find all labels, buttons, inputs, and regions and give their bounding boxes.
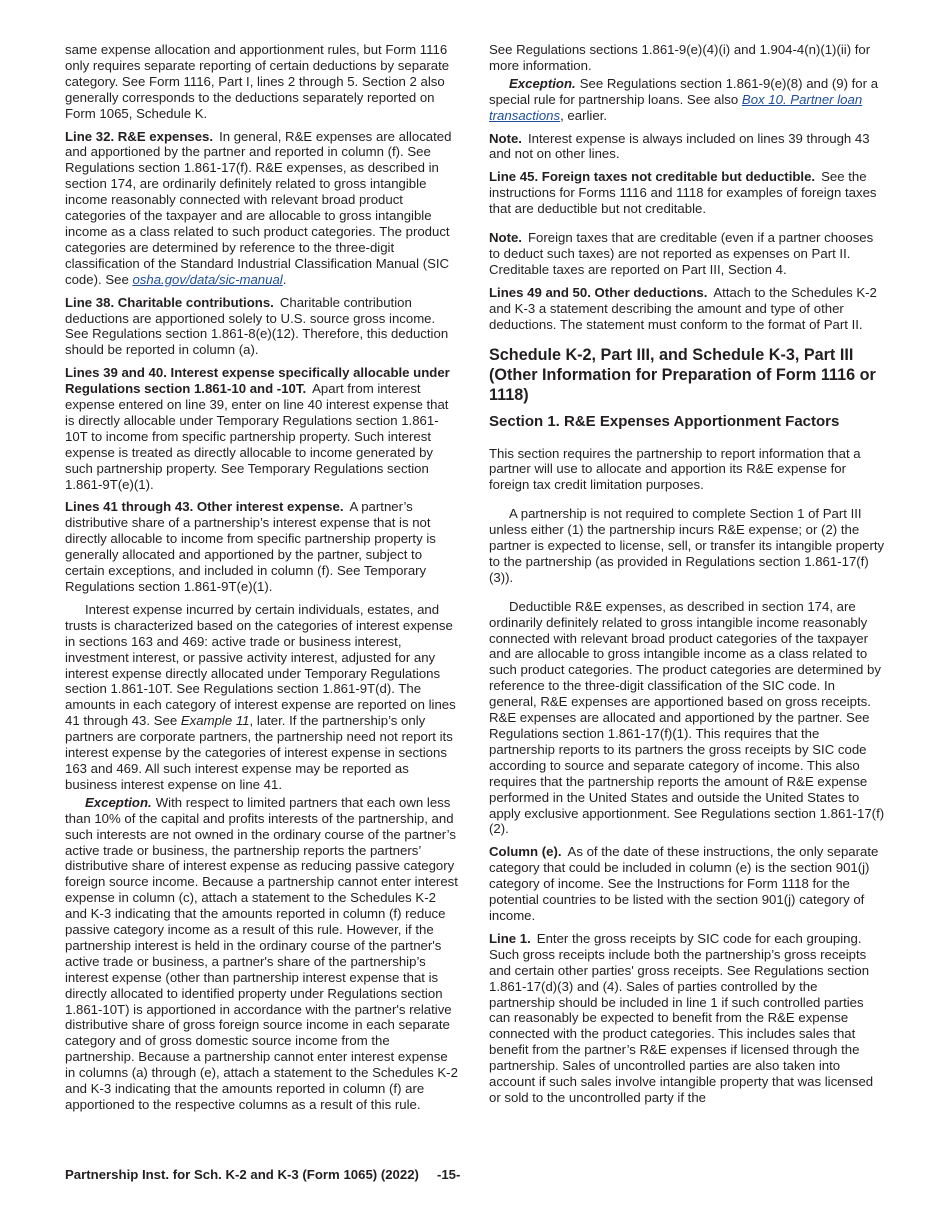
example-11-reference: Example 11 [180,713,250,729]
box-10-link[interactable]: Box 10. Partner loan transactions [489,91,863,123]
exception-paragraph: Exception. With respect to limited partners that each own less than 10% of the capital and profits interests of the partnership, and such interests are not owned in the ordinary course of the partner’s active trade or business, the partnership reports the partners’ distributive share of interest expense as reducing passive category foreign source income. Because a partnership cannot enter interest expense in column (c), attach a statement to the Schedules K-2 and K-3 indicating that the amounts reported in column (f) reduce passive category income as a result of this rule. However, if the partnership interest is held in the ordinary course of the partner's active trade or business, a partner's share of the partnership’s interest expense (other than partnership interest expense that is directly allocated to identified property under Regulations section 1.861-10T) is apportioned in accordance with the partner's relative distributive share of gross foreign source income in each separate category and of gross domestic source income from the partnership. Because a partnership cannot enter interest expense in columns (a) through (e), attach a statement to the Schedules K-2 and K-3 indicating that the amounts reported in column (f) are apportioned to the respective columns as a result of this rule. [65,794,458,1112]
line-41-43-heading: Lines 41 through 43. Other interest expense. [65,499,344,515]
line-39-40-paragraph: Lines 39 and 40. Interest expense specifically allocable under Regulations section 1.861-10 and -10T. Apart from interest expense entered on line 39, enter on line 40 interest expense that is directly allocable under Temporary Regulations section 1.861-10T to income from specific partnership property. Such interest expense is treated as directly allocable to income generated by such partnership property. See Temporary Regulations section 1.861-9T(e)(1). [65,365,450,492]
right-column [489,42,886,1113]
line-49-50-paragraph: Lines 49 and 50. Other deductions. Attach to the Schedules K-2 and K-3 a statement describing the amount and type of other deductions. The statement must conform to the format of Part II. [489,284,877,332]
note-heading: Note. [489,230,522,246]
left-column [65,42,461,1120]
exception-paragraph: Exception. See Regulations section 1.861-9(e)(8) and (9) for a special rule for partnership loans. See also Box 10. Partner loan transactions, earlier. [489,75,879,123]
line-39-40-heading: Lines 39 and 40. Interest expense specifically allocable under Regulations section 1.861-10 and -10T. [65,365,450,397]
note-heading: Note. [489,130,522,146]
line-41-43-paragraph: Lines 41 through 43. Other interest expense. A partner’s distributive share of a partnership’s interest expense that is not directly allocable to income from specific partnership property is generally allocated and apportioned by the partner, subject to certain exceptions, and included in column (f). See Temporary Regulations section 1.861-9T(e)(1). [65,499,436,594]
column-e-paragraph: Column (e). As of the date of these instructions, the only separate category that could be included in column (e) is the section 901(j) category of income. See the Instructions for Form 1118 for the potential countries to be listed with the section 901(j) category of income. [489,844,879,923]
section-heading: Section 1. R&E Expenses Apportionment Factors [489,412,840,430]
part-heading: Schedule K-2, Part III, and Schedule K-3, Part III (Other Information for Preparation of Form 1116 or 1118) [489,345,876,404]
line-45-heading: Line 45. Foreign taxes not creditable but deductible. [489,169,816,185]
exception-heading: Exception. [509,75,576,91]
line-32-paragraph: Line 32. R&E expenses. In general, R&E expenses are allocated and apportioned by the partner and reported in column (f). See Regulations section 1.861-17(f). R&E expenses, as described in section 174, are ordinarily definitely related to gross intangible income reasonably connected with relevant broad product categories of the taxpayer and are allocable to gross intangible income as a class related to such product categories. The product categories are determined by reference to the three-digit classification of the Standard Industrial Classification Manual (SIC code). See osha.gov/data/sic-manual. [65,128,452,287]
line-1-paragraph: Line 1. Enter the gross receipts by SIC code for each grouping. Such gross receipts include both the partnership’s gross receipts and certain other parties' gross receipts. See Regulations section 1.861-17(d)(3) and (4). Sales of parties controlled by the partnership should be included in line 1 if such controlled parties can reasonably be expected to benefit from the R&E expense connected with the product categories. This includes sales that benefit from the partner’s R&E expenses if licensed through the partnership. Sales of uncontrolled parties are also taken into account if such sales involve intangible property that was licensed or sold to the uncontrolled party if the [489,930,874,1105]
sic-manual-link[interactable]: osha.gov/data/sic-manual [132,271,283,287]
line-38-paragraph: Line 38. Charitable contributions. Charitable contribution deductions are apportioned solely to U.S. source gross income. See Regulations section 1.861-8(e)(12). Therefore, this deduction should be reported in column (a). [65,294,449,358]
exception-heading: Exception. [85,794,152,810]
section-1-paragraph: A partnership is not required to complete Section 1 of Part III unless either (1) the partnership incurs R&E expense; or (2) the partner is expected to license, sell, or transfer its intangible property to the partnership (as provided in Regulations section 1.861-17(f)(3)). [489,506,885,585]
paragraph: same expense allocation and apportionment rules, but Form 1116 only requires separate reporting of certain deductions by separate category. See Form 1116, Part I, lines 2 through 5. Section 2 also generally corresponds to the deductions separately reported on Form 1065, Schedule K. [65,42,450,121]
page-number: -15- [436,1167,461,1182]
line-45-paragraph: Line 45. Foreign taxes not creditable but deductible. See the instructions for Forms 1116 and 1118 for examples of foreign taxes that are deductible but not creditable. [489,169,877,217]
page-footer [65,1167,460,1182]
note-paragraph: Note. Foreign taxes that are creditable (even if a partner chooses to deduct such taxes) are not reported as expenses on Part II. Creditable taxes are reported on Part III, Section 4. [489,230,874,277]
note-paragraph: Note. Interest expense is always included on lines 39 through 43 and not on other lines. [489,130,870,162]
paragraph: See Regulations sections 1.861-9(e)(4)(i) and 1.904-4(n)(1)(ii) for more information. [489,42,871,73]
section-1-paragraph: This section requires the partnership to report information that a partner will use to allocate and apportion its R&E expense for foreign tax credit limitation purposes. [489,445,861,493]
line-38-heading: Line 38. Charitable contributions. [65,294,274,310]
section-1-paragraph: Deductible R&E expenses, as described in section 174, are ordinarily definitely related to gross intangible income reasonably connected with relevant broad product categories of the taxpayer and are allocable to gross intangible income as a class related to such product categories. The product categories are determined by reference to the three-digit classification of the SIC code. In general, R&E expenses are apportioned based on gross receipts. R&E expenses are allocated and apportioned by the partner. See Regulations section 1.861-17(f)(1). This requires that the partnership reports to its partners the gross receipts by SIC code according to source and separate category of income. This also requires that the partnership reports the amount of R&E expense performed in the United States and outside the United States to apply exclusive apportionment. See Regulations section 1.861-17(f)(2). [489,598,885,837]
line-32-heading: Line 32. R&E expenses. [65,128,214,144]
column-e-heading: Column (e). [489,844,562,860]
line-49-50-heading: Lines 49 and 50. Other deductions. [489,284,708,300]
footer-title: Partnership Inst. for Sch. K-2 and K-3 (Form 1065) (2022) [65,1167,419,1182]
interest-paragraph: Interest expense incurred by certain individuals, estates, and trusts is characterized based on the categories of interest expense in sections 163 and 469: active trade or business interest, investment interest, or passive activity interest, adjusted for any interest expense directly allocated under Temporary Regulations section 1.861-10T. See Regulations section 1.861-9T(d). The amounts in each category of interest expense are reported on lines 41 through 43. See Example 11, later. If the partnership’s only partners are corporate partners, the partnership need not report its interest expense by the categories of interest expense in sections 163 and 469. All such interest expense may be reported as business interest expense on line 41. [65,601,456,792]
line-1-heading: Line 1. [489,930,531,946]
